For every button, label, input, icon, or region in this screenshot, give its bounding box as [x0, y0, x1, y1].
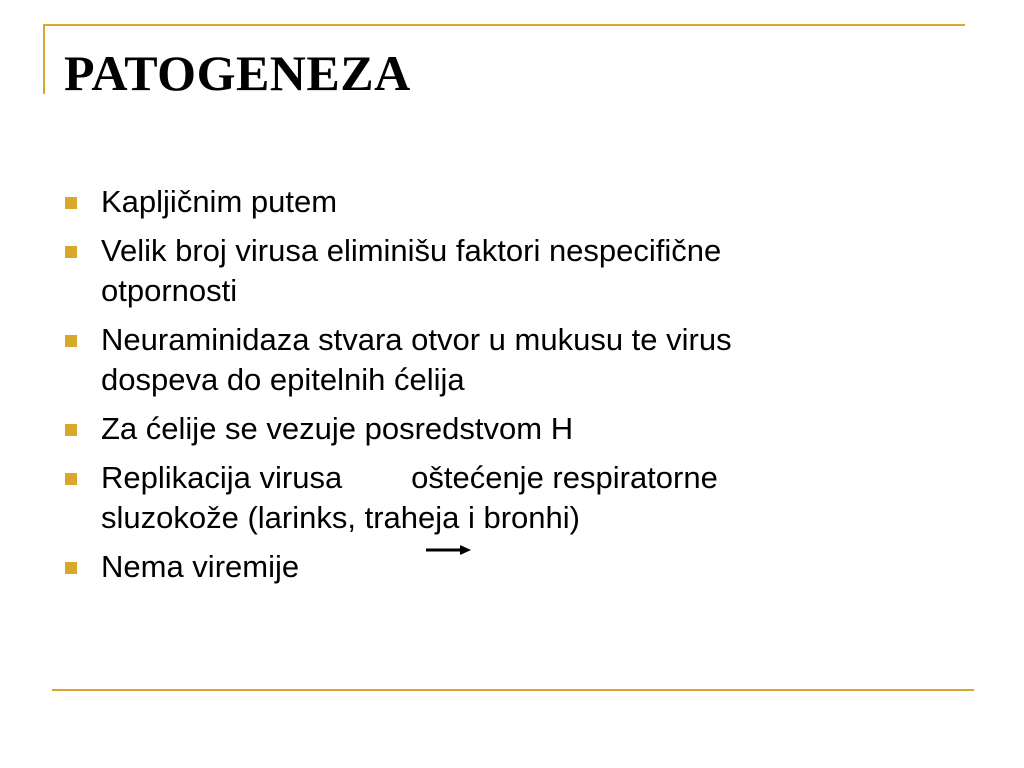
bullet-text-line: Nema viremije: [101, 549, 300, 584]
bullet-text-line: Kapljičnim putem: [101, 184, 338, 219]
bullet-text-line: Za ćelije se vezuje posredstvom H: [101, 411, 574, 446]
bullet-text-line: Replikacija virusa oštećenje respiratorne: [101, 460, 718, 495]
square-bullet-icon: [65, 197, 77, 209]
bullet-text-line: Velik broj virusa eliminišu faktori nespecifične: [101, 233, 722, 268]
bullet-text-line: dospeva do epitelnih ćelija: [101, 362, 465, 397]
bullet-item: [64, 458, 964, 538]
square-bullet-icon: [65, 424, 77, 436]
right-arrow-icon: [426, 543, 471, 557]
bullet-item: [64, 231, 964, 311]
bullet-item: [64, 409, 964, 449]
bullet-list: [64, 182, 964, 596]
frame-bottom-rule: [52, 689, 974, 691]
frame-left-rule: [43, 24, 45, 94]
bullet-item: [64, 320, 964, 400]
square-bullet-icon: [65, 335, 77, 347]
bullet-item: [64, 182, 964, 222]
slide-title: PATOGENEZA: [64, 45, 411, 101]
frame-top-rule: [43, 24, 965, 26]
square-bullet-icon: [65, 473, 77, 485]
bullet-text-line: otpornosti: [101, 273, 238, 308]
bullet-text-line: sluzokože (larinks, traheja i bronhi): [101, 500, 580, 535]
square-bullet-icon: [65, 562, 77, 574]
bullet-item: [64, 547, 964, 587]
square-bullet-icon: [65, 246, 77, 258]
bullet-text-line: Neuraminidaza stvara otvor u mukusu te virus: [101, 322, 732, 357]
